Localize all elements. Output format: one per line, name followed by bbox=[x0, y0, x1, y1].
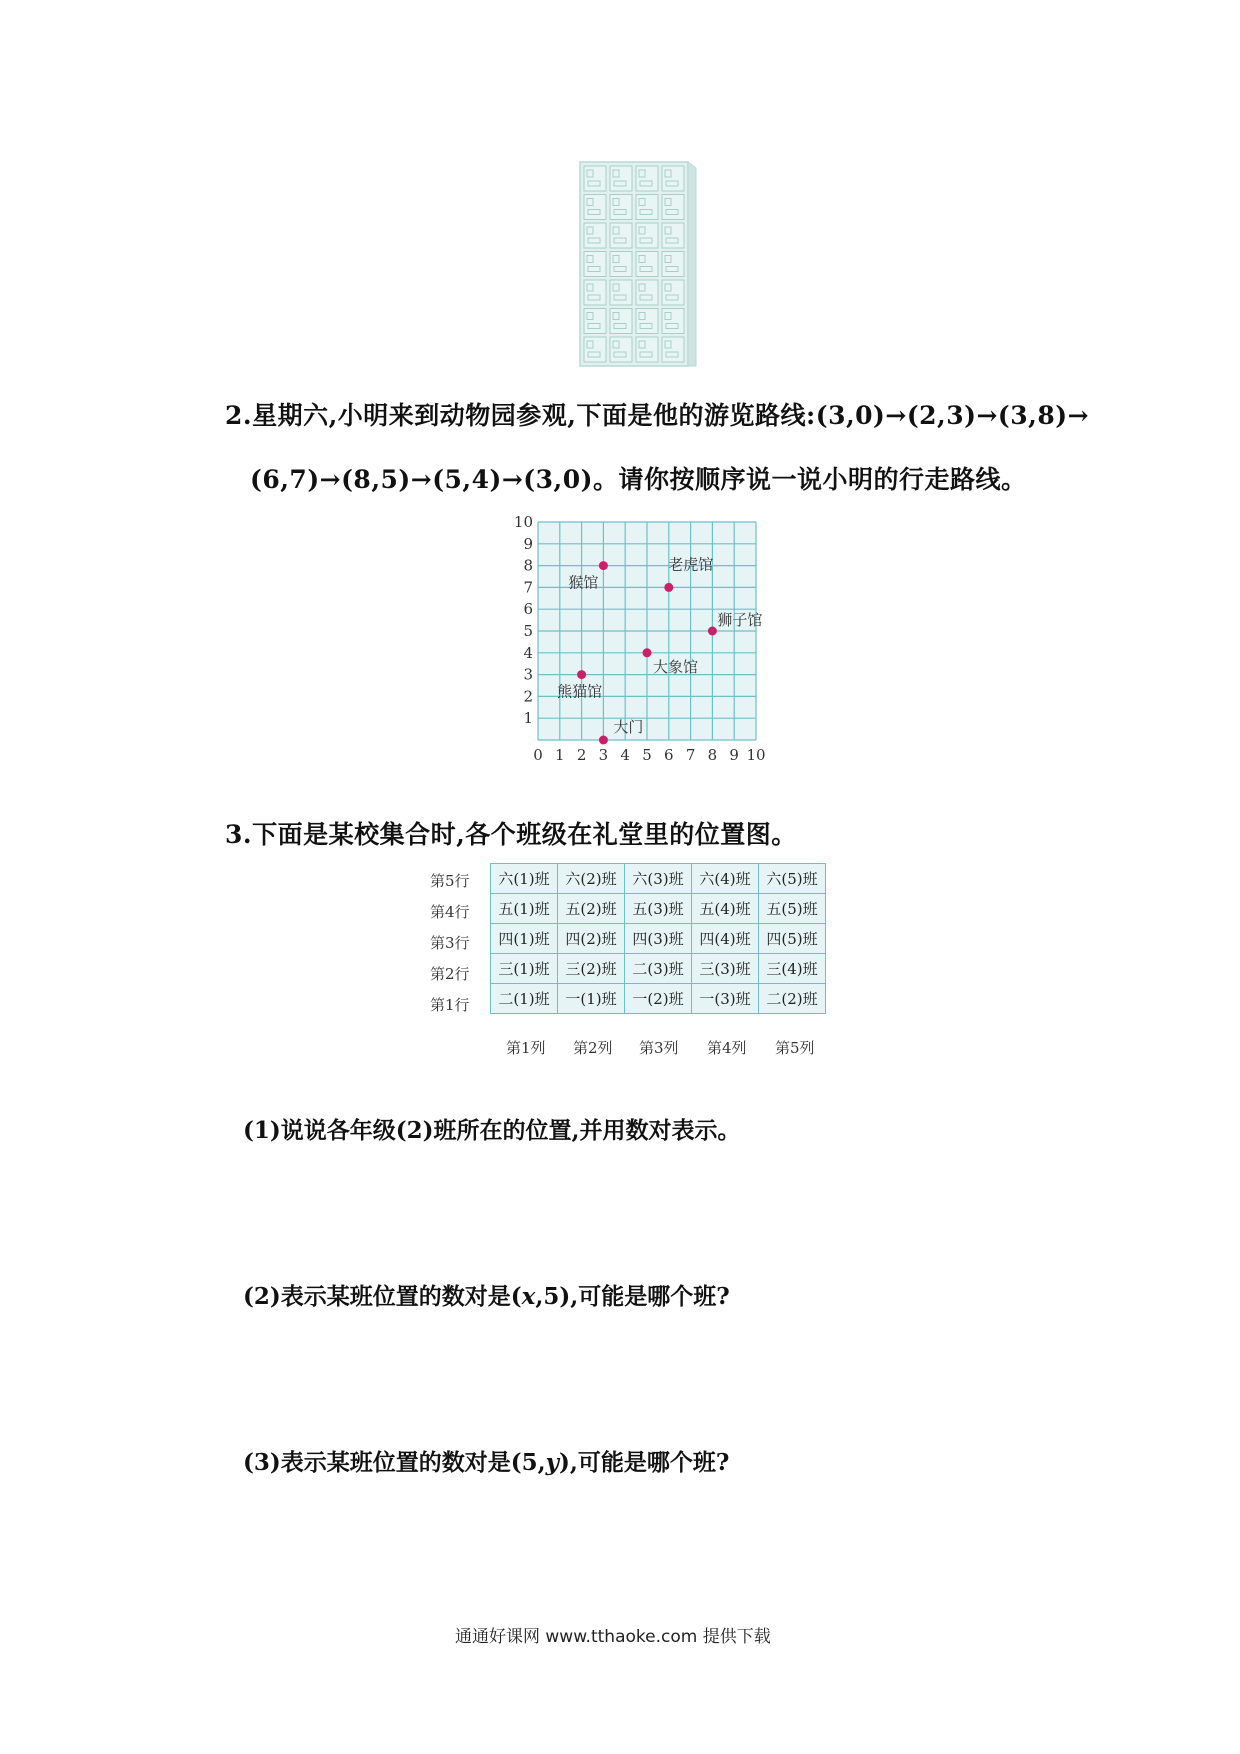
data-label: 猴馆 bbox=[568, 573, 599, 592]
column-label: 第3列 bbox=[639, 1039, 679, 1057]
y-tick-label: 9 bbox=[523, 534, 533, 553]
table-row bbox=[491, 924, 826, 954]
table-cell: 三(1)班 bbox=[491, 954, 558, 984]
y-tick-label: 7 bbox=[523, 578, 533, 597]
table-row bbox=[491, 864, 826, 894]
variable-x: x bbox=[521, 1283, 536, 1310]
locker-cabinet-illustration bbox=[578, 160, 698, 368]
question-2-line-1: 2.星期六,小明来到动物园参观,下面是他的游览路线:(3,0)→(2,3)→(3,8)→ bbox=[225, 401, 1090, 430]
x-tick-label: 1 bbox=[555, 746, 565, 764]
variable-y: y bbox=[545, 1449, 560, 1476]
table-cell: 四(4)班 bbox=[692, 924, 759, 954]
y-tick-label: 2 bbox=[523, 687, 533, 706]
table-cell: 六(5)班 bbox=[759, 864, 826, 894]
x-tick-label: 10 bbox=[746, 746, 766, 764]
data-point bbox=[599, 561, 608, 570]
table-cell: 五(5)班 bbox=[759, 894, 826, 924]
column-label: 第2列 bbox=[573, 1039, 613, 1057]
column-label: 第4列 bbox=[707, 1039, 747, 1057]
sub-question-3 bbox=[243, 1444, 729, 1477]
table-cell: 五(1)班 bbox=[491, 894, 558, 924]
table-cell: 二(2)班 bbox=[759, 984, 826, 1014]
table-row bbox=[491, 894, 826, 924]
data-point bbox=[664, 583, 673, 592]
x-tick-label: 4 bbox=[620, 746, 630, 764]
table-cell: 四(1)班 bbox=[491, 924, 558, 954]
class-position-table bbox=[490, 863, 826, 1014]
sub-question-2 bbox=[243, 1278, 730, 1311]
table-cell: 三(4)班 bbox=[759, 954, 826, 984]
column-label: 第1列 bbox=[506, 1039, 546, 1057]
table-cell: 六(4)班 bbox=[692, 864, 759, 894]
table-cell: 二(3)班 bbox=[625, 954, 692, 984]
y-tick-label: 8 bbox=[523, 556, 533, 575]
x-tick-label: 9 bbox=[729, 746, 739, 764]
table-cell: 四(3)班 bbox=[625, 924, 692, 954]
x-tick-label: 2 bbox=[576, 746, 587, 764]
table-cell: 六(3)班 bbox=[625, 864, 692, 894]
data-point bbox=[643, 648, 652, 657]
y-tick-label: 5 bbox=[523, 622, 533, 640]
table-cell: 四(5)班 bbox=[759, 924, 826, 954]
table-cell: 五(2)班 bbox=[558, 894, 625, 924]
table-row bbox=[491, 984, 826, 1014]
table-cell: 二(1)班 bbox=[491, 984, 558, 1014]
data-point bbox=[577, 670, 586, 679]
row-label: 第2行 bbox=[430, 965, 470, 983]
row-label: 第1行 bbox=[430, 996, 470, 1014]
table-cell: 一(2)班 bbox=[625, 984, 692, 1014]
row-label: 第5行 bbox=[430, 872, 470, 890]
data-label: 大门 bbox=[613, 718, 644, 736]
y-tick-label: 3 bbox=[523, 665, 533, 684]
x-tick-label: 8 bbox=[707, 746, 718, 764]
sub-question-3-text: (3)表示某班位置的数对是(5, bbox=[243, 1449, 546, 1476]
data-label: 狮子馆 bbox=[717, 611, 763, 629]
x-tick-label: 0 bbox=[533, 746, 543, 764]
x-tick-label: 6 bbox=[664, 746, 674, 764]
table-cell: 六(1)班 bbox=[491, 864, 558, 894]
data-label: 老虎馆 bbox=[668, 555, 714, 574]
seating-chart bbox=[430, 863, 850, 1057]
data-point bbox=[599, 736, 608, 745]
column-label: 第5列 bbox=[775, 1039, 815, 1057]
data-point bbox=[708, 627, 717, 636]
question-2-line-2: (6,7)→(8,5)→(5,4)→(3,0)。请你按顺序说一说小明的行走路线。 bbox=[250, 465, 1027, 494]
y-tick-label: 1 bbox=[523, 709, 533, 728]
y-tick-label: 6 bbox=[523, 600, 533, 619]
sub-question-1: (1)说说各年级(2)班所在的位置,并用数对表示。 bbox=[243, 1117, 741, 1144]
zoo-map-chart bbox=[500, 508, 790, 768]
sub-question-2-text: ,5),可能是哪个班? bbox=[535, 1283, 730, 1310]
table-cell: 三(3)班 bbox=[692, 954, 759, 984]
table-row bbox=[491, 954, 826, 984]
y-tick-label: 10 bbox=[513, 513, 533, 531]
x-tick-label: 7 bbox=[685, 746, 696, 764]
x-tick-label: 3 bbox=[598, 746, 609, 764]
table-cell: 五(4)班 bbox=[692, 894, 759, 924]
x-tick-label: 5 bbox=[642, 746, 652, 764]
question-3-title: 3.下面是某校集合时,各个班级在礼堂里的位置图。 bbox=[225, 820, 797, 849]
table-cell: 六(2)班 bbox=[558, 864, 625, 894]
table-cell: 一(1)班 bbox=[558, 984, 625, 1014]
table-cell: 五(3)班 bbox=[625, 894, 692, 924]
data-label: 大象馆 bbox=[653, 657, 699, 676]
sub-question-2-text: (2)表示某班位置的数对是( bbox=[243, 1283, 522, 1310]
table-cell: 三(2)班 bbox=[558, 954, 625, 984]
sub-question-3-text: ),可能是哪个班? bbox=[559, 1449, 730, 1476]
table-cell: 一(3)班 bbox=[692, 984, 759, 1014]
row-label: 第3行 bbox=[430, 934, 470, 952]
table-cell: 四(2)班 bbox=[558, 924, 625, 954]
footer-text: 通通好课网 www.tthaoke.com 提供下载 bbox=[455, 1627, 771, 1647]
data-label: 熊猫馆 bbox=[557, 682, 603, 701]
row-label: 第4行 bbox=[430, 903, 470, 921]
y-tick-label: 4 bbox=[523, 643, 533, 662]
